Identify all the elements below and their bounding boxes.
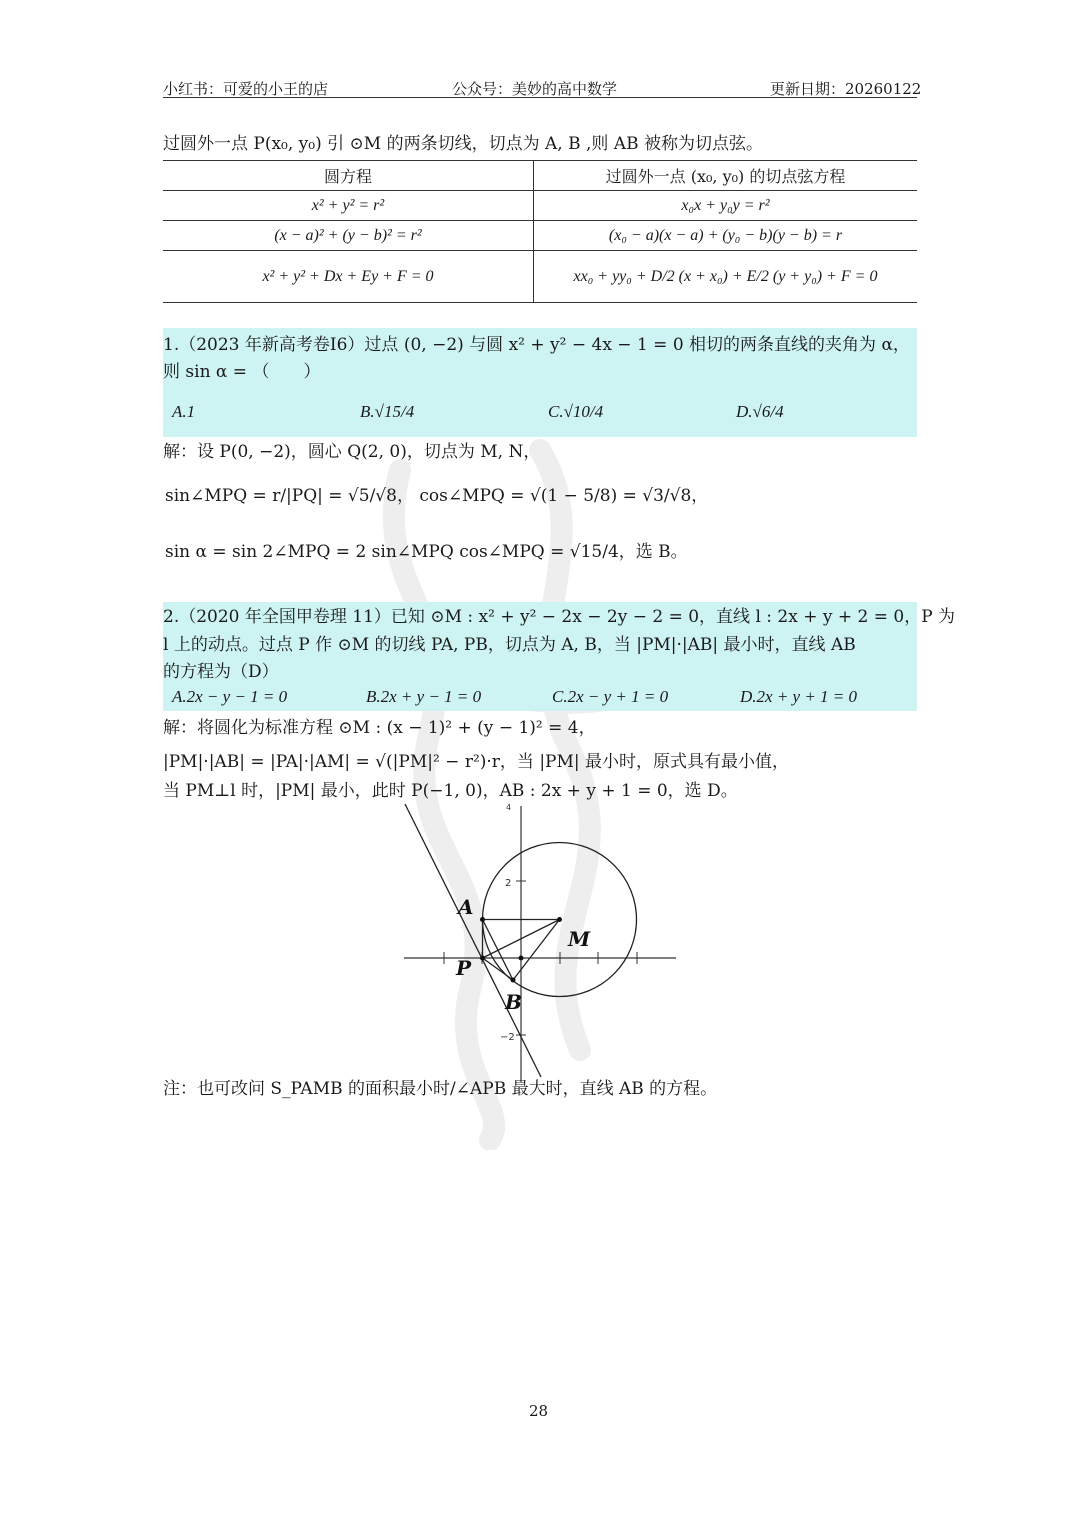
problem2-solution-line2: |PM|·|AB| = |PA|·|AM| = √(|PM|² − r²)·r，当 |PM| 最小时，原式具有最小值， bbox=[163, 752, 790, 772]
segment-bm bbox=[513, 920, 560, 981]
table-header-cell: 圆方程 bbox=[163, 161, 534, 191]
table-row bbox=[163, 191, 917, 221]
point-a bbox=[480, 917, 485, 922]
header-center: 公众号：美妙的高中数学 bbox=[452, 80, 618, 98]
header-right: 更新日期：20260122 bbox=[770, 80, 922, 98]
label-b: B bbox=[505, 990, 522, 1014]
problem1-solution-line3: sin α = sin 2∠MPQ = 2 sin∠MPQ cos∠MPQ = √15/4，选 B。 bbox=[165, 542, 688, 562]
formula-table bbox=[163, 160, 917, 303]
tangent-figure bbox=[400, 800, 685, 1085]
tick-label-4: 4 bbox=[506, 803, 512, 812]
problem1-line2: 则 sin α = （ ） bbox=[163, 362, 321, 382]
point-m bbox=[557, 917, 562, 922]
point-b bbox=[511, 978, 516, 983]
intro-text: 过圆外一点 P(x₀, y₀) 引 ⊙M 的两条切线，切点为 A, B ,则 AB 被称为切点弦。 bbox=[163, 134, 763, 154]
note-text: 注：也可改问 S_PAMB 的面积最小时/∠APB 最大时，直线 AB 的方程。 bbox=[163, 1079, 718, 1099]
label-m: M bbox=[568, 927, 591, 951]
header-divider bbox=[163, 97, 917, 98]
problem2-line2: l 上的动点。过点 P 作 ⊙M 的切线 PA, PB，切点为 A, B，当 |PM|·|AB| 最小时，直线 AB bbox=[163, 635, 856, 655]
problem1-option-c: C.√10/4 bbox=[548, 402, 604, 421]
point-p bbox=[480, 956, 485, 961]
problem2-option-c: C.2x − y + 1 = 0 bbox=[552, 687, 669, 706]
table-row bbox=[163, 221, 917, 251]
problem1-option-b: B.√15/4 bbox=[360, 402, 415, 421]
problem2-option-a: A.2x − y − 1 = 0 bbox=[172, 687, 288, 706]
table-cell: x² + y² + Dx + Ey + F = 0 bbox=[163, 251, 534, 303]
table-cell: (x − a)² + (y − b)² = r² bbox=[163, 221, 534, 251]
problem2-option-b: B.2x + y − 1 = 0 bbox=[366, 687, 482, 706]
problem1-solution-line1: 解：设 P(0, −2)，圆心 Q(2, 0)，切点为 M, N， bbox=[163, 442, 541, 462]
table-cell: x² + y² = r² bbox=[163, 191, 534, 221]
segment-ab bbox=[483, 920, 514, 981]
problem1-solution-line2: sin∠MPQ = r/|PQ| = √5/√8， cos∠MPQ = √(1 − 5/8) = √3/√8， bbox=[165, 486, 709, 506]
table-cell: (x₀ − a)(x − a) + (y₀ − b)(y − b) = r bbox=[534, 221, 918, 251]
problem2-line3: 的方程为（D） bbox=[163, 662, 279, 682]
table-cell: xx₀ + yy₀ + D/2 (x + x₀) + E/2 (y + y₀) + F = 0 bbox=[534, 251, 918, 303]
label-p: P bbox=[456, 956, 472, 980]
header-left: 小红书：可爱的小王的店 bbox=[163, 80, 329, 98]
table-cell: x₀x + y₀y = r² bbox=[534, 191, 918, 221]
label-a: A bbox=[458, 895, 474, 919]
problem2-option-d: D.2x + y + 1 = 0 bbox=[740, 687, 858, 706]
page-number: 28 bbox=[529, 1402, 549, 1420]
problem2-solution-line1: 解：将圆化为标准方程 ⊙M : (x − 1)² + (y − 1)² = 4， bbox=[163, 718, 596, 738]
table-header-row bbox=[163, 161, 917, 191]
tick-label-2: 2 bbox=[505, 878, 512, 889]
problem2-solution-line3: 当 PM⊥l 时，|PM| 最小，此时 P(−1, 0)，AB : 2x + y + 1 = 0，选 D。 bbox=[163, 781, 738, 801]
table-row bbox=[163, 251, 917, 303]
problem1-line1: 1.（2023 年新高考卷Ⅰ6）过点 (0, −2) 与圆 x² + y² − 4x − 1 = 0 相切的两条直线的夹角为 α， bbox=[163, 335, 910, 355]
table-header-cell: 过圆外一点 (x₀, y₀) 的切点弦方程 bbox=[534, 161, 918, 191]
point-mid bbox=[519, 956, 524, 961]
tick-label-neg2: −2 bbox=[500, 1032, 515, 1043]
problem1-option-a: A.1 bbox=[172, 402, 196, 421]
problem2-line1: 2.（2020 年全国甲卷理 11）已知 ⊙M : x² + y² − 2x − 2y − 2 = 0，直线 l : 2x + y + 2 = 0，P 为 bbox=[163, 607, 956, 627]
problem1-option-d: D.√6/4 bbox=[736, 402, 784, 421]
